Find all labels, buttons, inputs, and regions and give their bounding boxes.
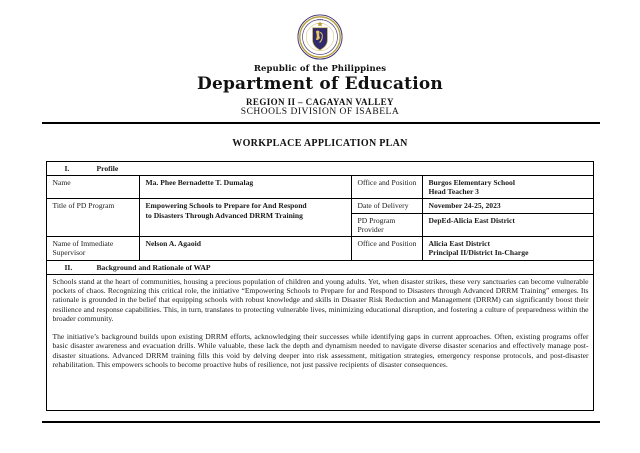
letterhead — [0, 0, 640, 117]
table-row — [47, 237, 593, 261]
date-delivery-label: Date of Delivery — [352, 199, 423, 213]
republic-line: Republic of the Philippines — [253, 64, 387, 74]
section-label-background: Background and Rationale of WAP — [96, 262, 211, 272]
office-position-label-2: Office and Position — [352, 237, 423, 261]
section-label-profile: Profile — [96, 163, 119, 173]
wap-table — [46, 161, 593, 412]
table-row-section-profile — [47, 161, 593, 175]
background-body — [47, 274, 593, 410]
section-number-background: II. — [64, 262, 73, 272]
page-title: WORKPLACE APPLICATION PLAN — [232, 137, 408, 149]
office-position-value-1-line1: Burgos Elementary School — [428, 177, 515, 187]
pd-provider-label: PD Program Provider — [352, 213, 423, 237]
header-divider — [42, 122, 600, 124]
office-position-value-1-line2: Head Teacher 3 — [428, 187, 479, 197]
division-line: SCHOOLS DIVISION OF ISABELA — [240, 106, 400, 117]
svg-text:★★★: ★★★ — [316, 19, 324, 22]
title-pd-value-line2: to Disasters Through Advanced DRRM Training — [145, 210, 303, 220]
date-delivery-value: November 24-25, 2023 — [423, 199, 593, 213]
background-paragraph-1: Schools stand at the heart of communities, housing a precious population of children and young adults. Yet, when disaster strikes, these very sanctuaries can become vulnerable pockets of chaos. Recognizing this critical role, the initiative “Empowering Schools to Prepare for and Respond to Disasters through Advanced DRRM Training” emerges. Its rationale is grounded in the belief that equipping schools with robust knowledge and skills in Disaster Risk Reduction and Management (DRRM) can significantly boost their resilience and response capabilities. This, in turn, translates to protecting vulnerable lives, minimizing educational disruption, and fostering a culture of preparedness within the broader community. — [52, 276, 589, 323]
name-value: Ma. Phee Bernadette T. Dumalag — [140, 175, 352, 199]
table-row-section-background — [47, 260, 593, 274]
region-line: REGION II – CAGAYAN VALLEY — [246, 96, 394, 107]
table-row-background-body — [47, 274, 593, 410]
body-trailing-space — [52, 378, 588, 408]
office-position-value-2 — [423, 237, 593, 261]
office-position-value-2-line2: Principal II/District In-Charge — [428, 248, 529, 258]
department-line: Department of Education — [197, 74, 443, 94]
office-position-value-1 — [423, 175, 593, 199]
seal-container — [0, 12, 640, 62]
office-position-label-1: Office and Position — [352, 175, 423, 199]
deped-seal-icon — [297, 14, 343, 60]
section-header-profile — [47, 161, 593, 175]
section-header-background — [47, 260, 593, 274]
office-position-value-2-line1: Alicia East District — [428, 239, 491, 249]
title-pd-label: Title of PD Program — [47, 199, 140, 237]
table-row — [47, 175, 593, 199]
title-pd-value — [140, 199, 352, 237]
footer-divider — [42, 421, 600, 423]
supervisor-label: Name of Immediate Supervisor — [47, 237, 140, 261]
name-label: Name — [47, 175, 140, 199]
title-pd-value-line1: Empowering Schools to Prepare for And Respond — [145, 201, 307, 211]
table-row — [47, 199, 593, 213]
pd-provider-value: DepEd-Alicia East District — [423, 213, 593, 237]
supervisor-value: Nelson A. Agaoid — [140, 237, 352, 261]
background-paragraph-2: The initiative’s background builds upon existing DRRM efforts, acknowledging their successes while identifying gaps in current approaches. Often, existing programs offer basic disaster awareness and evacuation drills. While valuable, these lack the depth and dynamism needed to navigate diverse disaster scenarios and effectively manage post-disaster situations. Advanced DRRM training fills this void by delving deeper into risk assessment, mitigation strategies, emergency response protocols, and post-disaster rehabilitation. This empowers schools to become proactive hubs of resilience, not just passive recipients of disaster consequences. — [52, 332, 589, 369]
section-number-profile: I. — [64, 163, 70, 173]
